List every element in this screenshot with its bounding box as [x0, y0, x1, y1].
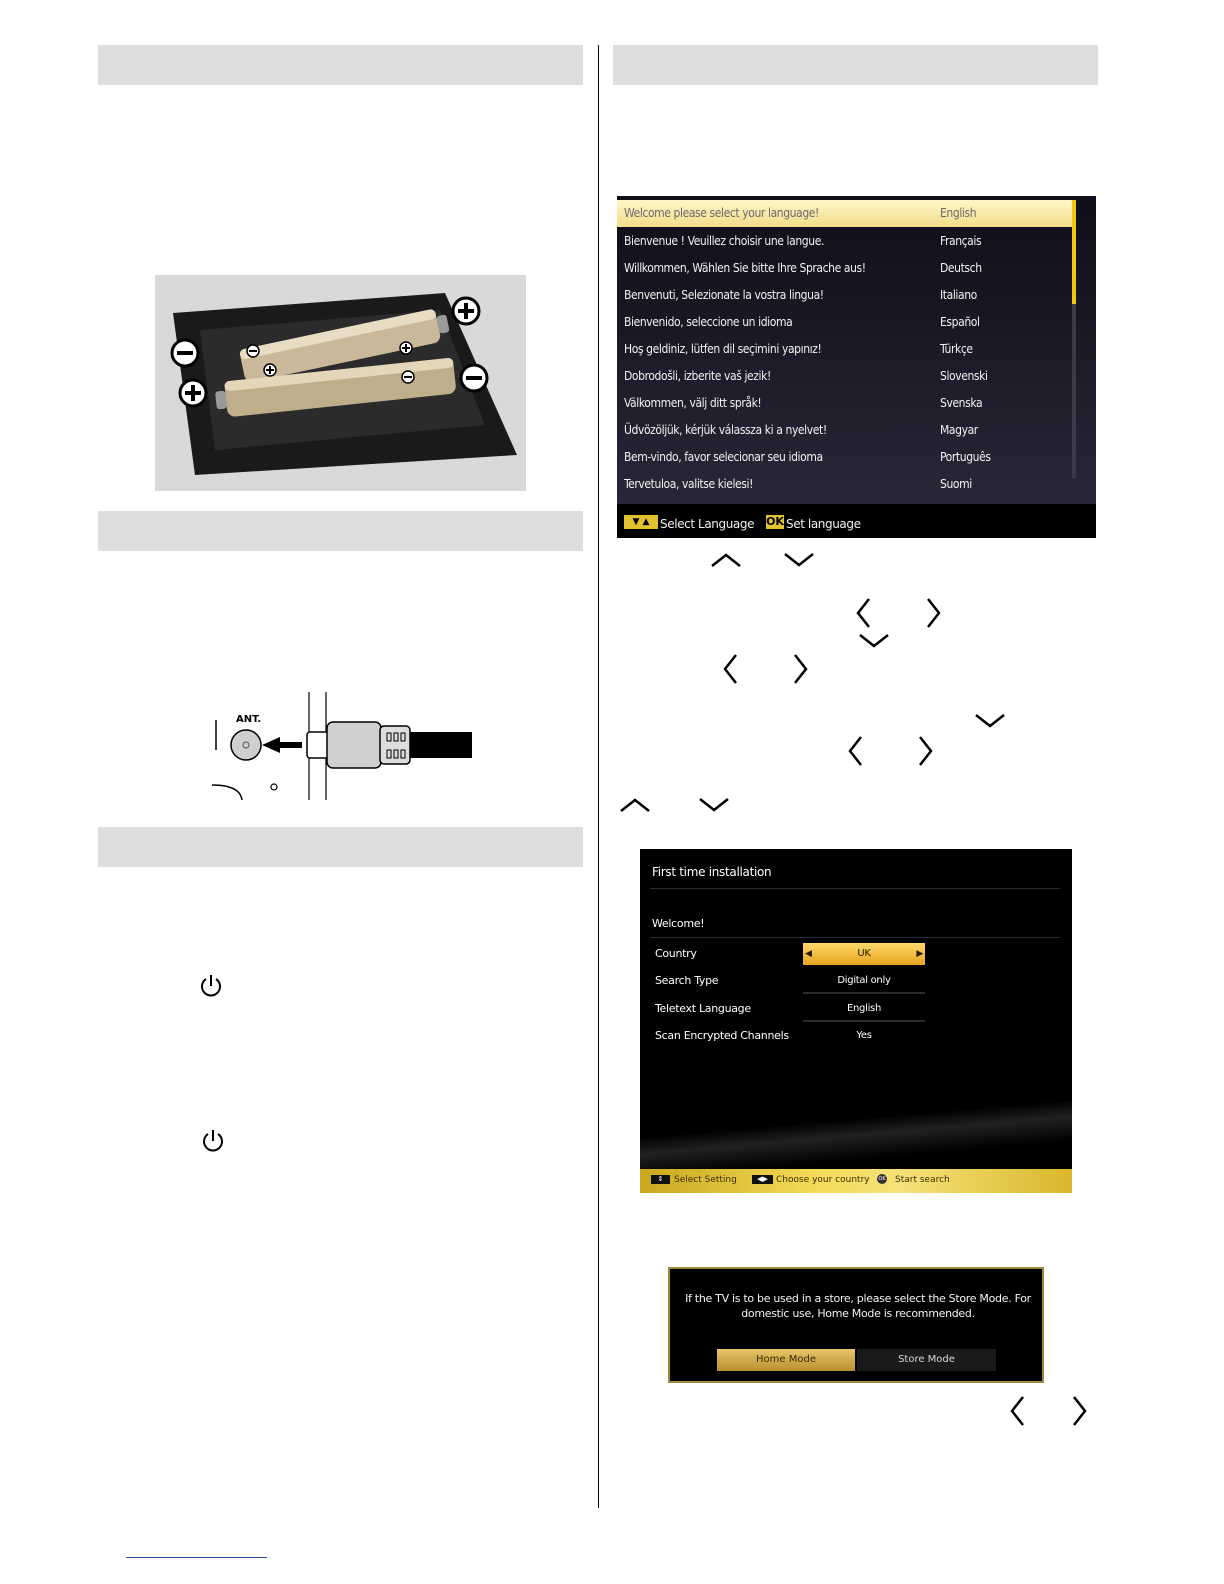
chevron-right-icon [926, 597, 942, 629]
language-greeting: Bienvenue ! Veuillez choisir une langue. [624, 234, 824, 248]
chevron-down-icon [783, 552, 815, 568]
language-row[interactable] [617, 336, 1072, 363]
language-name: Français [940, 234, 982, 248]
fti-welcome-divider [650, 937, 1060, 938]
chevron-up-icon [619, 797, 651, 813]
chevron-left-icon [855, 597, 871, 629]
store-mode-button[interactable]: Store Mode [857, 1349, 996, 1371]
language-row[interactable] [617, 282, 1072, 309]
language-name: Suomi [940, 477, 972, 491]
section-header-bar-4 [613, 45, 1098, 85]
home-mode-button[interactable]: Home Mode [717, 1349, 855, 1371]
column-divider [598, 45, 599, 1508]
section-header-bar-1 [98, 45, 583, 85]
language-row-selected[interactable] [617, 200, 1072, 227]
language-footer [617, 504, 1096, 538]
language-greeting: Bienvenido, seleccione un idioma [624, 315, 793, 329]
language-greeting: Hoş geldiniz, lütfen dil seçimini yapınız! [624, 342, 822, 356]
language-name: Español [940, 315, 980, 329]
section-header-bar-3 [98, 827, 583, 867]
up-down-key-icon: ▼ ▲ [624, 515, 658, 529]
select-language-hint: Select Language [660, 517, 755, 531]
chevron-down-icon [974, 713, 1006, 729]
ok-key-icon: OK [878, 1176, 886, 1182]
chevron-left-icon [847, 735, 863, 767]
language-name: Svenska [940, 396, 983, 410]
plus-small-icon [263, 363, 277, 377]
minus-small-icon [401, 370, 415, 384]
antenna-connection-image [210, 690, 472, 800]
language-name: Türkçe [940, 342, 973, 356]
arrow-left-icon[interactable]: ◀ [805, 949, 812, 959]
language-row[interactable] [617, 363, 1072, 390]
store-mode-message: If the TV is to be used in a store, please select the Store Mode. For domestic use, Home Mode is recommended. [685, 1292, 1031, 1320]
start-search-hint: Start search [895, 1175, 950, 1185]
power-icon [199, 974, 223, 1000]
language-name: Slovenski [940, 369, 988, 383]
fti-title: First time installation [652, 865, 772, 879]
fti-row-label: Search Type [655, 974, 719, 987]
language-name: Italiano [940, 288, 977, 302]
language-greeting: Välkommen, välj ditt språk! [624, 396, 762, 410]
chevron-up-icon [710, 552, 742, 568]
language-greeting: Bem-vindo, favor selecionar seu idioma [624, 450, 823, 464]
language-scrollbar-thumb[interactable] [1072, 200, 1076, 304]
plus-icon [178, 378, 208, 408]
fti-welcome: Welcome! [652, 917, 705, 930]
fti-title-divider [650, 888, 1060, 889]
teletext-language-value[interactable]: English [803, 998, 925, 1022]
fti-row-label: Scan Encrypted Channels [655, 1029, 789, 1042]
chevron-left-icon [1009, 1395, 1025, 1427]
language-name: Português [940, 450, 991, 464]
language-name: English [940, 206, 977, 220]
language-name: Deutsch [940, 261, 982, 275]
up-down-key-icon: ⇕ [651, 1175, 670, 1184]
plus-icon [451, 296, 481, 326]
footer-link-underline[interactable] [126, 1557, 267, 1558]
power-icon [201, 1129, 225, 1155]
language-row[interactable] [617, 228, 1072, 255]
fti-background-wave [640, 1090, 1072, 1170]
plus-small-icon [399, 341, 413, 355]
country-value: UK [857, 948, 871, 959]
language-greeting: Willkommen, Wählen Sie bitte Ihre Sprache aus! [624, 261, 866, 275]
language-greeting: Dobrodošli, izberite vaš jezik! [624, 369, 771, 383]
chevron-down-icon [858, 633, 890, 649]
choose-country-hint: Choose your country [776, 1175, 870, 1185]
language-row[interactable] [617, 471, 1072, 498]
minus-icon [170, 338, 200, 368]
search-type-value[interactable]: Digital only [803, 970, 925, 994]
language-greeting: Üdvözöljük, kérjük válassza ki a nyelvet! [624, 423, 827, 437]
country-selector[interactable] [803, 943, 925, 965]
language-selection-screen [617, 196, 1096, 538]
chevron-down-icon [698, 797, 730, 813]
battery-illustration [155, 275, 526, 491]
set-language-hint: Set language [786, 517, 861, 531]
section-header-bar-2 [98, 511, 583, 551]
ok-key-icon: OK [766, 515, 784, 528]
chevron-right-icon [918, 735, 934, 767]
language-row[interactable] [617, 255, 1072, 282]
chevron-right-icon [793, 653, 809, 685]
language-row[interactable] [617, 309, 1072, 336]
language-name: Magyar [940, 423, 978, 437]
fti-footer [640, 1169, 1072, 1193]
chevron-right-icon [1072, 1395, 1088, 1427]
antenna-illustration [210, 690, 472, 800]
arrow-right-icon[interactable]: ▶ [916, 949, 923, 959]
language-row[interactable] [617, 390, 1072, 417]
fti-row-label: Teletext Language [655, 1002, 751, 1015]
left-right-key-icon: ◀▶ [752, 1175, 773, 1184]
language-greeting: Benvenuti, Selezionate la vostra lingua! [624, 288, 824, 302]
chevron-left-icon [722, 653, 738, 685]
minus-small-icon [246, 344, 260, 358]
antenna-label: ANT. [236, 714, 262, 725]
fti-row-label: Country [655, 947, 697, 960]
language-greeting: Tervetuloa, valitse kielesi! [624, 477, 754, 491]
select-setting-hint: Select Setting [674, 1175, 737, 1185]
language-row[interactable] [617, 444, 1072, 471]
minus-icon [459, 363, 489, 393]
scan-encrypted-value[interactable]: Yes [856, 1030, 872, 1041]
language-greeting: Welcome please select your language! [624, 206, 819, 220]
language-row[interactable] [617, 417, 1072, 444]
